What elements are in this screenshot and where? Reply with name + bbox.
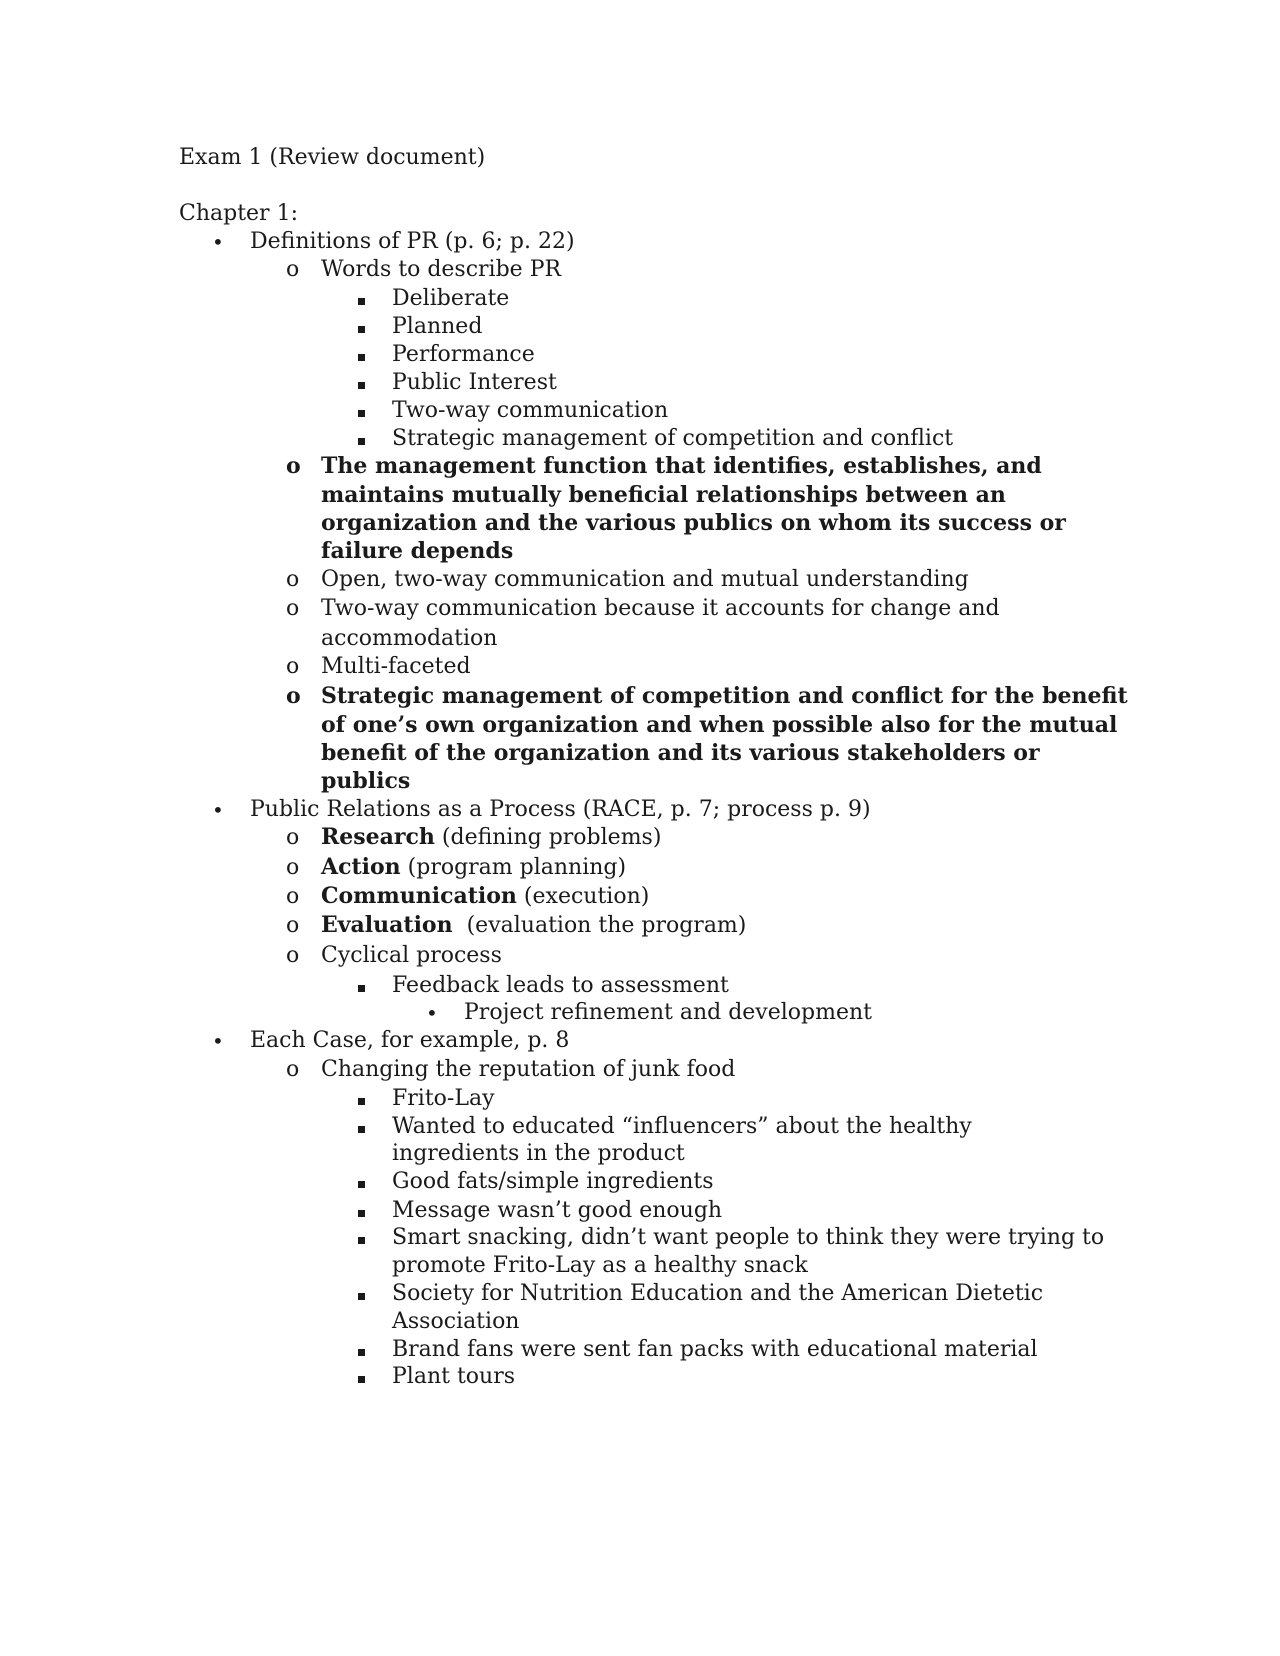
term-action: Action	[321, 854, 401, 880]
list-item-society-line-2: Association	[392, 1309, 520, 1334]
list-item-strategic-long-line-3: benefit of the organization and its various stakeholders or	[321, 740, 1040, 766]
list-item-research	[321, 823, 661, 852]
list-item-words: Words to describe PR	[321, 257, 562, 282]
list-item-multi-faceted: Multi-faceted	[321, 654, 471, 679]
term-research: Research	[321, 824, 435, 850]
list-item-strategic-short: Strategic management of competition and conflict	[392, 426, 954, 451]
square-marker	[358, 1362, 365, 1391]
square-marker	[358, 312, 365, 341]
list-item-process: Public Relations as a Process (RACE, p. 7; process p. 9)	[250, 797, 871, 822]
desc-research: (defining problems)	[434, 825, 662, 850]
circle-marker: o	[286, 825, 300, 850]
list-item-two-way: Two-way communication	[392, 398, 669, 423]
term-evaluation: Evaluation	[321, 912, 453, 938]
list-item-junk-food: Changing the reputation of junk food	[321, 1057, 736, 1082]
list-item-mgmt-function-line-1: The management function that identifies, establishes, and	[321, 453, 1042, 479]
list-item-mgmt-function-line-3: organization and the various publics on whom its success or	[321, 510, 1066, 536]
circle-marker: o	[286, 943, 300, 968]
circle-marker: o	[286, 884, 300, 909]
list-item-good-fats: Good fats/simple ingredients	[392, 1169, 714, 1194]
bullet-marker: •	[212, 230, 224, 254]
list-item-cyclical: Cyclical process	[321, 943, 502, 968]
bullet-marker: •	[426, 1001, 438, 1025]
list-item-plant-tours: Plant tours	[392, 1364, 516, 1389]
list-item-two-way-change-line-1: Two-way communication because it accounts for change and	[321, 596, 1000, 621]
list-item-two-way-change-line-2: accommodation	[321, 626, 498, 651]
list-item-action	[321, 853, 626, 882]
list-item-mgmt-function-line-4: failure depends	[321, 538, 514, 564]
list-item-influencers-line-2: ingredients in the product	[392, 1141, 685, 1166]
square-marker	[358, 1223, 365, 1252]
chapter-heading: Chapter 1:	[179, 201, 298, 226]
list-item-each-case: Each Case, for example, p. 8	[250, 1028, 570, 1053]
term-communication: Communication	[321, 883, 517, 909]
square-marker	[358, 284, 365, 313]
circle-marker: o	[286, 453, 301, 479]
list-item-refinement: Project refinement and development	[464, 1000, 873, 1025]
list-item-strategic-long-line-2: of one’s own organization and when possible also for the mutual	[321, 712, 1118, 738]
list-item-society-line-1: Society for Nutrition Education and the American Dietetic	[392, 1281, 1044, 1306]
square-marker	[358, 971, 365, 1000]
list-item-performance: Performance	[392, 342, 535, 367]
list-item-public-interest: Public Interest	[392, 370, 557, 395]
list-item-open-two-way: Open, two-way communication and mutual understanding	[321, 567, 969, 592]
list-item-evaluation	[321, 911, 746, 940]
desc-evaluation: (evaluation the program)	[452, 913, 747, 938]
circle-marker: o	[286, 1057, 300, 1082]
desc-action: (program planning)	[400, 855, 627, 880]
list-item-influencers-line-1: Wanted to educated “influencers” about the healthy	[392, 1114, 972, 1139]
circle-marker: o	[286, 654, 300, 679]
circle-marker: o	[286, 855, 300, 880]
square-marker	[358, 340, 365, 369]
circle-marker: o	[286, 567, 300, 592]
list-item-feedback: Feedback leads to assessment	[392, 973, 729, 998]
list-item-definitions: Definitions of PR (p. 6; p. 22)	[250, 229, 575, 254]
square-marker	[358, 368, 365, 397]
list-item-smart-snacking-line-1: Smart snacking, didn’t want people to think they were trying to	[392, 1225, 1105, 1250]
list-item-deliberate: Deliberate	[392, 286, 510, 311]
circle-marker: o	[286, 596, 300, 621]
square-marker	[358, 1335, 365, 1364]
square-marker	[358, 424, 365, 453]
list-item-smart-snacking-line-2: promote Frito-Lay as a healthy snack	[392, 1253, 808, 1278]
list-item-frito-lay: Frito-Lay	[392, 1086, 495, 1111]
list-item-message: Message wasn’t good enough	[392, 1198, 723, 1223]
list-item-planned: Planned	[392, 314, 483, 339]
circle-marker: o	[286, 913, 300, 938]
circle-marker: o	[286, 683, 301, 709]
list-item-mgmt-function-line-2: maintains mutually beneficial relationships between an	[321, 482, 1006, 508]
desc-communication: (execution)	[516, 884, 650, 909]
document-title: Exam 1 (Review document)	[179, 145, 486, 170]
bullet-marker: •	[212, 798, 224, 822]
square-marker	[358, 1167, 365, 1196]
square-marker	[358, 1112, 365, 1141]
square-marker	[358, 1084, 365, 1113]
list-item-strategic-long-line-1: Strategic management of competition and conflict for the benefit	[321, 683, 1128, 709]
list-item-strategic-long-line-4: publics	[321, 768, 411, 794]
list-item-brand-fans: Brand fans were sent fan packs with educational material	[392, 1337, 1038, 1362]
list-item-communication	[321, 882, 649, 911]
square-marker	[358, 1279, 365, 1308]
circle-marker: o	[286, 257, 300, 282]
square-marker	[358, 1196, 365, 1225]
bullet-marker: •	[212, 1029, 224, 1053]
square-marker	[358, 396, 365, 425]
